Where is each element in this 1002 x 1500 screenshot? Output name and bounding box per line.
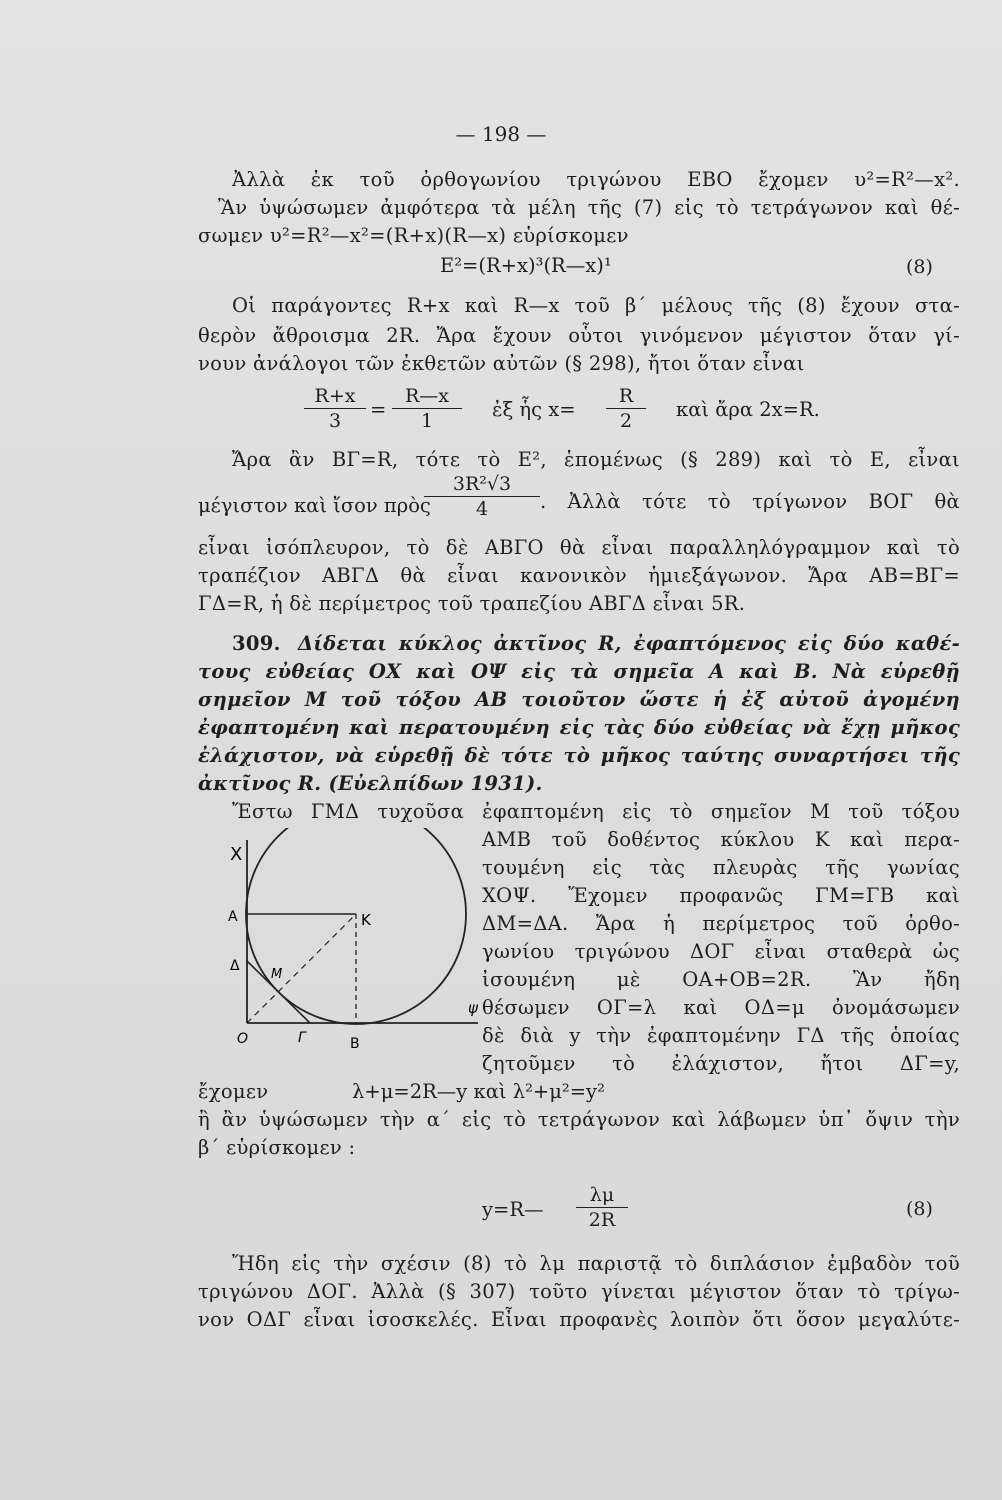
text-line: . Ἀλλὰ τότε τὸ τρίγωνον ΒΟΓ θὰ xyxy=(540,490,960,513)
text-line: γωνίου τριγώνου ΔΟΓ εἶναι σταθερὰ ὡς xyxy=(482,940,960,963)
text-line: ἢ ἂν ὑψώσωμεν τὴν α΄ εἰς τὸ τετράγωνον καὶ λάβωμεν ὑπ᾽ ὄψιν τὴν xyxy=(198,1108,960,1131)
text-line: νον ΟΔΓ εἶναι ἰσοσκελές. Εἶναι προφανὲς λοιπὸν ὅτι ὅσον μεγαλύτε- xyxy=(198,1308,960,1331)
text-line: ΔΜ=ΔΑ. Ἄρα ἡ περίμετρος τοῦ ὀρθο- xyxy=(482,912,960,935)
text-line: εἶναι ἰσόπλευρον, τὸ δὲ ΑΒΓΟ θὰ εἶναι παραλληλόγραμμον καὶ τὸ xyxy=(198,536,960,559)
equation-text: καὶ ἄρα 2x=R. xyxy=(676,398,820,421)
fraction-denominator: 4 xyxy=(475,498,489,520)
fraction-denominator: 2 xyxy=(619,410,633,432)
label-b: B xyxy=(350,1036,360,1052)
fraction-denominator: 2R xyxy=(588,1209,616,1231)
fraction-numerator: R xyxy=(606,384,646,409)
label-k: K xyxy=(361,911,371,929)
label-x: X xyxy=(230,844,243,865)
fraction xyxy=(606,384,646,433)
text-line: ἰσουμένη μὲ ΟΑ+ΟΒ=2R. Ἂν ἤδη xyxy=(482,968,960,991)
equation-tag: (8) xyxy=(906,256,933,278)
fraction-numerator: R—x xyxy=(392,384,462,409)
text-line: τουμένη εἰς τὰς πλευρὰς τῆς γωνίας xyxy=(482,856,960,879)
equals-sign: = xyxy=(370,398,387,421)
equation-tag: (8) xyxy=(906,1198,933,1220)
label-psi: ψ xyxy=(468,999,478,1017)
page-number: — 198 — xyxy=(455,122,547,146)
geometry-figure xyxy=(200,828,490,1078)
text-line: τριγώνου ΔΟΓ. Ἀλλὰ (§ 307) τοῦτο γίνεται μέγιστον ὅταν τὸ τρίγω- xyxy=(198,1280,960,1303)
text-line: σωμεν υ²=R²—x²=(R+x)(R—x) εὑρίσκομεν xyxy=(198,224,629,247)
fraction-numerator: R+x xyxy=(304,384,366,409)
text-line: δὲ διὰ y τὴν ἐφαπτομένην ΓΔ τῆς ὁποίας xyxy=(482,1024,960,1047)
equation: y=R— xyxy=(482,1198,544,1221)
text-line: Ἀλλὰ ἐκ τοῦ ὀρθογωνίου τριγώνου ΕΒΟ ἔχομεν υ²=R²—x². xyxy=(232,168,960,191)
text-line: Ἄρα ἂν ΒΓ=R, τότε τὸ Ε², ἑπομένως (§ 289) καὶ τὸ Ε, εἶναι xyxy=(232,448,960,471)
problem-text: ἐλάχιστον, νὰ εὑρεθῇ δὲ τότε τὸ μῆκος ταύτης συναρτήσει τῆς xyxy=(198,744,960,767)
problem-text: Δίδεται κύκλος ἀκτῖνος R, ἐφαπτόμενος εἰς δύο καθέ- xyxy=(298,632,960,655)
text-line: τραπέζιον ΑΒΓΔ θὰ εἶναι κανονικὸν ἡμιεξάγωνον. Ἄρα ΑΒ=ΒΓ= xyxy=(198,564,960,587)
problem-text: σημεῖον Μ τοῦ τόξου ΑΒ τοιοῦτον ὥστε ἡ ἐξ αὐτοῦ ἀγομένη xyxy=(198,688,960,711)
label-m: M xyxy=(271,967,283,982)
label-g: Γ xyxy=(298,1030,306,1046)
problem-number: 309. xyxy=(232,632,281,655)
text-line: θέσωμεν ΟΓ=λ καὶ ΟΔ=μ ὀνομάσωμεν xyxy=(482,996,960,1019)
text-line: ΓΔ=R, ἡ δὲ περίμετρος τοῦ τραπεζίου ΑΒΓΔ εἶναι 5R. xyxy=(198,592,746,615)
problem-text: τους εὐθείας ΟΧ καὶ ΟΨ εἰς τὰ σημεῖα Α καὶ Β. Νὰ εὑρεθῇ xyxy=(198,660,960,683)
text-line: Ἔστω ΓΜΔ τυχοῦσα ἐφαπτομένη εἰς τὸ σημεῖον Μ τοῦ τόξου xyxy=(232,800,960,823)
equation: E²=(R+x)³(R—x)¹ xyxy=(440,254,612,277)
problem-text: ἀκτῖνος R. (Εὐελπίδων 1931). xyxy=(198,772,543,795)
fraction-denominator: 3 xyxy=(328,410,342,432)
label-a: A xyxy=(228,909,238,925)
label-d: Δ xyxy=(230,958,240,974)
text-line: μέγιστον καὶ ἴσον πρὸς xyxy=(198,494,431,517)
fraction-numerator: λμ xyxy=(576,1183,628,1208)
segment-ok xyxy=(247,914,356,1023)
fraction xyxy=(424,472,540,521)
text-line: νουν ἀνάλογοι τῶν ἐκθετῶν αὐτῶν (§ 298), ἤτοι ὅταν εἶναι xyxy=(198,352,805,375)
text-line: Οἱ παράγοντες R+x καὶ R—x τοῦ β΄ μέλους τῆς (8) ἔχουν στα- xyxy=(232,294,960,317)
text-line: ζητοῦμεν τὸ ἐλάχιστον, ἤτοι ΔΓ=y, xyxy=(482,1052,960,1075)
fraction-numerator: 3R²√3 xyxy=(424,472,540,497)
equation-text: ἐξ ἧς x= xyxy=(492,398,576,421)
text-line: β΄ εὑρίσκομεν : xyxy=(198,1136,356,1159)
fraction-denominator: 1 xyxy=(420,410,434,432)
label-o: O xyxy=(237,1031,249,1047)
fraction xyxy=(576,1183,628,1232)
text-line: Ἤδη εἰς τὴν σχέσιν (8) τὸ λμ παριστᾷ τὸ διπλάσιον ἐμβαδὸν τοῦ xyxy=(232,1252,960,1275)
fraction xyxy=(392,384,462,433)
text-line: θερὸν ἄθροισμα 2R. Ἄρα ἔχουν οὗτοι γινόμενον μέγιστον ὅταν γί- xyxy=(198,324,960,347)
problem-text: ἐφαπτομένη καὶ περατουμένη εἰς τὰς δύο εὐθείας νὰ ἔχῃ μῆκος xyxy=(198,716,960,739)
text-line: Ἂν ὑψώσωμεν ἀμφότερα τὰ μέλη τῆς (7) εἰς τὸ τετράγωνον καὶ θέ- xyxy=(218,196,960,219)
text-line: ΑΜΒ τοῦ δοθέντος κύκλου Κ καὶ περα- xyxy=(482,828,960,851)
equation: λ+μ=2R—y καὶ λ²+μ²=y² xyxy=(352,1080,605,1103)
text-line: ἔχομεν xyxy=(198,1080,269,1103)
text-line: ΧΟΨ. Ἔχομεν προφανῶς ΓΜ=ΓΒ καὶ xyxy=(482,884,960,907)
fraction xyxy=(304,384,366,433)
